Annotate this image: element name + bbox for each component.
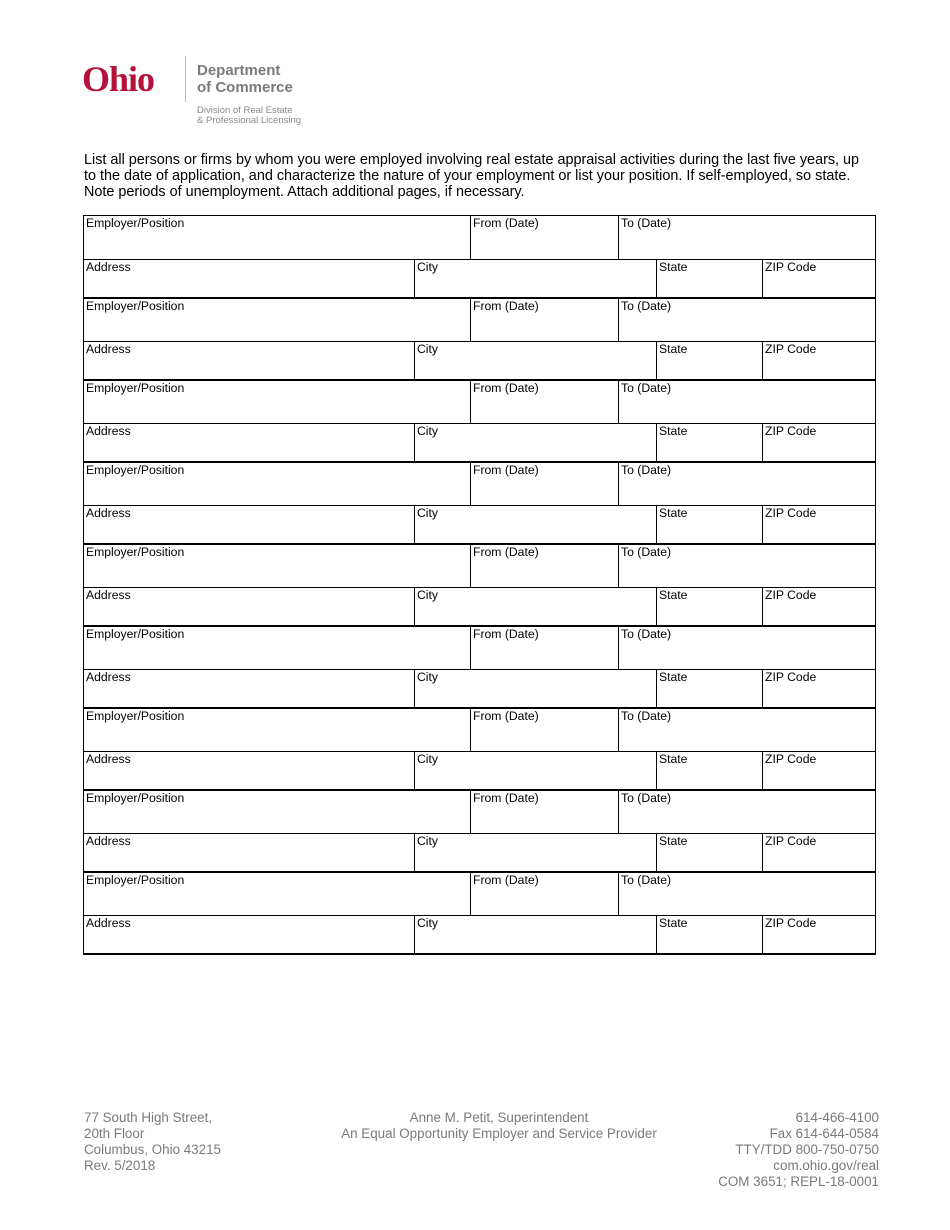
address-row: [84, 916, 875, 955]
state-label: State: [659, 752, 688, 766]
city-field[interactable]: [414, 342, 656, 379]
form-instructions: List all persons or firms by whom you were employed involving real estate appraisal activities during the last five years, up to the date of application, and characterize the nature of your employment or list your position. If self-employed, so state. Note periods of unemployment. Attach additional pages, if necessary.: [84, 152, 860, 200]
employer-position-label: Employer/Position: [86, 709, 185, 723]
city-label: City: [417, 342, 438, 356]
address-row: [84, 588, 875, 627]
zip-code-field[interactable]: [762, 342, 875, 379]
zip-code-field[interactable]: [762, 588, 875, 625]
state-field[interactable]: [656, 834, 762, 871]
address-label: Address: [86, 916, 131, 930]
address-field[interactable]: [84, 834, 414, 871]
division-line-2: & Professional Licensing: [197, 115, 302, 126]
to-date-field[interactable]: [618, 709, 875, 751]
from-date-field[interactable]: [470, 709, 618, 751]
employer-position-field[interactable]: [84, 545, 470, 587]
city-field[interactable]: [414, 670, 656, 707]
employer-row: [84, 709, 875, 752]
address-row: [84, 752, 875, 791]
state-label: State: [659, 588, 688, 602]
city-field[interactable]: [414, 752, 656, 789]
city-field[interactable]: [414, 424, 656, 461]
ohio-commerce-logo: [82, 52, 322, 132]
from-date-field[interactable]: [470, 627, 618, 669]
city-label: City: [417, 834, 438, 848]
from-date-label: From (Date): [473, 216, 539, 230]
from-date-label: From (Date): [473, 463, 539, 477]
employer-position-label: Employer/Position: [86, 791, 185, 805]
employer-position-label: Employer/Position: [86, 627, 185, 641]
employer-row: [84, 873, 875, 916]
address-field[interactable]: [84, 506, 414, 543]
state-label: State: [659, 834, 688, 848]
employer-row: [84, 463, 875, 506]
address-label: Address: [86, 260, 131, 274]
address-field[interactable]: [84, 670, 414, 707]
department-line-1: Department: [197, 62, 281, 79]
zip-code-label: ZIP Code: [765, 342, 817, 356]
footer-address-line: Columbus, Ohio 43215: [84, 1142, 221, 1157]
address-field[interactable]: [84, 752, 414, 789]
employer-position-label: Employer/Position: [86, 873, 185, 887]
from-date-field[interactable]: [470, 545, 618, 587]
employer-position-label: Employer/Position: [86, 463, 185, 477]
footer-website: com.ohio.gov/real: [773, 1158, 879, 1173]
state-field[interactable]: [656, 588, 762, 625]
address-label: Address: [86, 424, 131, 438]
city-label: City: [417, 260, 438, 274]
to-date-field[interactable]: [618, 463, 875, 505]
city-field[interactable]: [414, 588, 656, 625]
employer-position-field[interactable]: [84, 873, 470, 915]
zip-code-label: ZIP Code: [765, 506, 817, 520]
to-date-field[interactable]: [618, 791, 875, 833]
employer-row: [84, 627, 875, 670]
zip-code-field[interactable]: [762, 670, 875, 707]
to-date-label: To (Date): [621, 299, 672, 313]
state-field[interactable]: [656, 424, 762, 461]
footer-contact: [718, 1110, 879, 1190]
department-line-2: of Commerce: [197, 79, 293, 96]
zip-code-field[interactable]: [762, 260, 875, 297]
footer-address-line: 20th Floor: [84, 1126, 145, 1141]
zip-code-label: ZIP Code: [765, 588, 817, 602]
from-date-label: From (Date): [473, 791, 539, 805]
state-label: State: [659, 670, 688, 684]
to-date-field[interactable]: [618, 299, 875, 341]
division-line-1: Division of Real Estate: [197, 105, 293, 116]
state-field[interactable]: [656, 342, 762, 379]
zip-code-label: ZIP Code: [765, 424, 817, 438]
address-label: Address: [86, 752, 131, 766]
footer-fax: Fax 614-644-0584: [769, 1126, 879, 1141]
employer-position-field[interactable]: [84, 463, 470, 505]
employer-row: [84, 545, 875, 588]
employer-row: [84, 381, 875, 424]
city-label: City: [417, 588, 438, 602]
address-field[interactable]: [84, 260, 414, 297]
address-field[interactable]: [84, 916, 414, 953]
footer-tty: TTY/TDD 800-750-0750: [735, 1142, 879, 1157]
address-label: Address: [86, 342, 131, 356]
employer-position-label: Employer/Position: [86, 299, 185, 313]
from-date-label: From (Date): [473, 709, 539, 723]
logo-division: [197, 106, 301, 126]
footer-phone: 614-466-4100: [795, 1110, 879, 1125]
address-row: [84, 506, 875, 545]
zip-code-label: ZIP Code: [765, 670, 817, 684]
state-field[interactable]: [656, 506, 762, 543]
state-label: State: [659, 916, 688, 930]
to-date-field[interactable]: [618, 545, 875, 587]
address-field[interactable]: [84, 424, 414, 461]
employer-position-label: Employer/Position: [86, 545, 185, 559]
employer-position-field[interactable]: [84, 627, 470, 669]
employer-position-field[interactable]: [84, 381, 470, 423]
city-field[interactable]: [414, 834, 656, 871]
city-label: City: [417, 916, 438, 930]
footer-address-line: 77 South High Street,: [84, 1110, 213, 1125]
from-date-label: From (Date): [473, 627, 539, 641]
to-date-field[interactable]: [618, 381, 875, 423]
zip-code-label: ZIP Code: [765, 752, 817, 766]
employer-position-field[interactable]: [84, 709, 470, 751]
employer-position-field[interactable]: [84, 299, 470, 341]
zip-code-field[interactable]: [762, 834, 875, 871]
to-date-label: To (Date): [621, 216, 672, 230]
employer-position-field[interactable]: [84, 216, 470, 259]
to-date-label: To (Date): [621, 873, 672, 887]
zip-code-field[interactable]: [762, 916, 875, 953]
city-field[interactable]: [414, 260, 656, 297]
employer-row: [84, 299, 875, 342]
city-label: City: [417, 752, 438, 766]
state-label: State: [659, 506, 688, 520]
from-date-label: From (Date): [473, 299, 539, 313]
footer-form-number: COM 3651; REPL-18-0001: [718, 1174, 879, 1189]
employer-position-label: Employer/Position: [86, 216, 185, 230]
from-date-field[interactable]: [470, 216, 618, 259]
from-date-field[interactable]: [470, 381, 618, 423]
address-label: Address: [86, 588, 131, 602]
footer-revision: Rev. 5/2018: [84, 1158, 156, 1173]
zip-code-label: ZIP Code: [765, 916, 817, 930]
state-field[interactable]: [656, 670, 762, 707]
from-date-label: From (Date): [473, 873, 539, 887]
from-date-label: From (Date): [473, 545, 539, 559]
zip-code-field[interactable]: [762, 506, 875, 543]
address-row: [84, 834, 875, 873]
address-row: [84, 342, 875, 381]
state-label: State: [659, 260, 688, 274]
footer-eoe-statement: An Equal Opportunity Employer and Service Provider: [341, 1126, 657, 1141]
logo-department: [197, 62, 293, 96]
city-label: City: [417, 424, 438, 438]
address-field[interactable]: [84, 342, 414, 379]
state-field[interactable]: [656, 752, 762, 789]
city-label: City: [417, 670, 438, 684]
address-label: Address: [86, 670, 131, 684]
zip-code-field[interactable]: [762, 752, 875, 789]
address-row: [84, 424, 875, 463]
to-date-field[interactable]: [618, 873, 875, 915]
state-label: State: [659, 342, 688, 356]
from-date-field[interactable]: [470, 873, 618, 915]
employment-history-table: [83, 215, 876, 955]
logo-divider: [185, 56, 186, 102]
from-date-field[interactable]: [470, 299, 618, 341]
to-date-field[interactable]: [618, 627, 875, 669]
address-label: Address: [86, 506, 131, 520]
from-date-field[interactable]: [470, 463, 618, 505]
zip-code-label: ZIP Code: [765, 260, 817, 274]
employer-row: [84, 216, 875, 260]
to-date-label: To (Date): [621, 463, 672, 477]
to-date-label: To (Date): [621, 709, 672, 723]
state-label: State: [659, 424, 688, 438]
logo-ohio-text: Ohio: [82, 59, 155, 99]
address-label: Address: [86, 834, 131, 848]
to-date-field[interactable]: [618, 216, 875, 259]
zip-code-label: ZIP Code: [765, 834, 817, 848]
state-field[interactable]: [656, 260, 762, 297]
zip-code-field[interactable]: [762, 424, 875, 461]
employer-position-field[interactable]: [84, 791, 470, 833]
city-field[interactable]: [414, 506, 656, 543]
to-date-label: To (Date): [621, 791, 672, 805]
city-field[interactable]: [414, 916, 656, 953]
to-date-label: To (Date): [621, 545, 672, 559]
footer-superintendent-name: Anne M. Petit, Superintendent: [409, 1110, 589, 1125]
address-row: [84, 670, 875, 709]
to-date-label: To (Date): [621, 627, 672, 641]
address-row: [84, 260, 875, 299]
employer-row: [84, 791, 875, 834]
from-date-field[interactable]: [470, 791, 618, 833]
to-date-label: To (Date): [621, 381, 672, 395]
state-field[interactable]: [656, 916, 762, 953]
address-field[interactable]: [84, 588, 414, 625]
from-date-label: From (Date): [473, 381, 539, 395]
city-label: City: [417, 506, 438, 520]
employer-position-label: Employer/Position: [86, 381, 185, 395]
